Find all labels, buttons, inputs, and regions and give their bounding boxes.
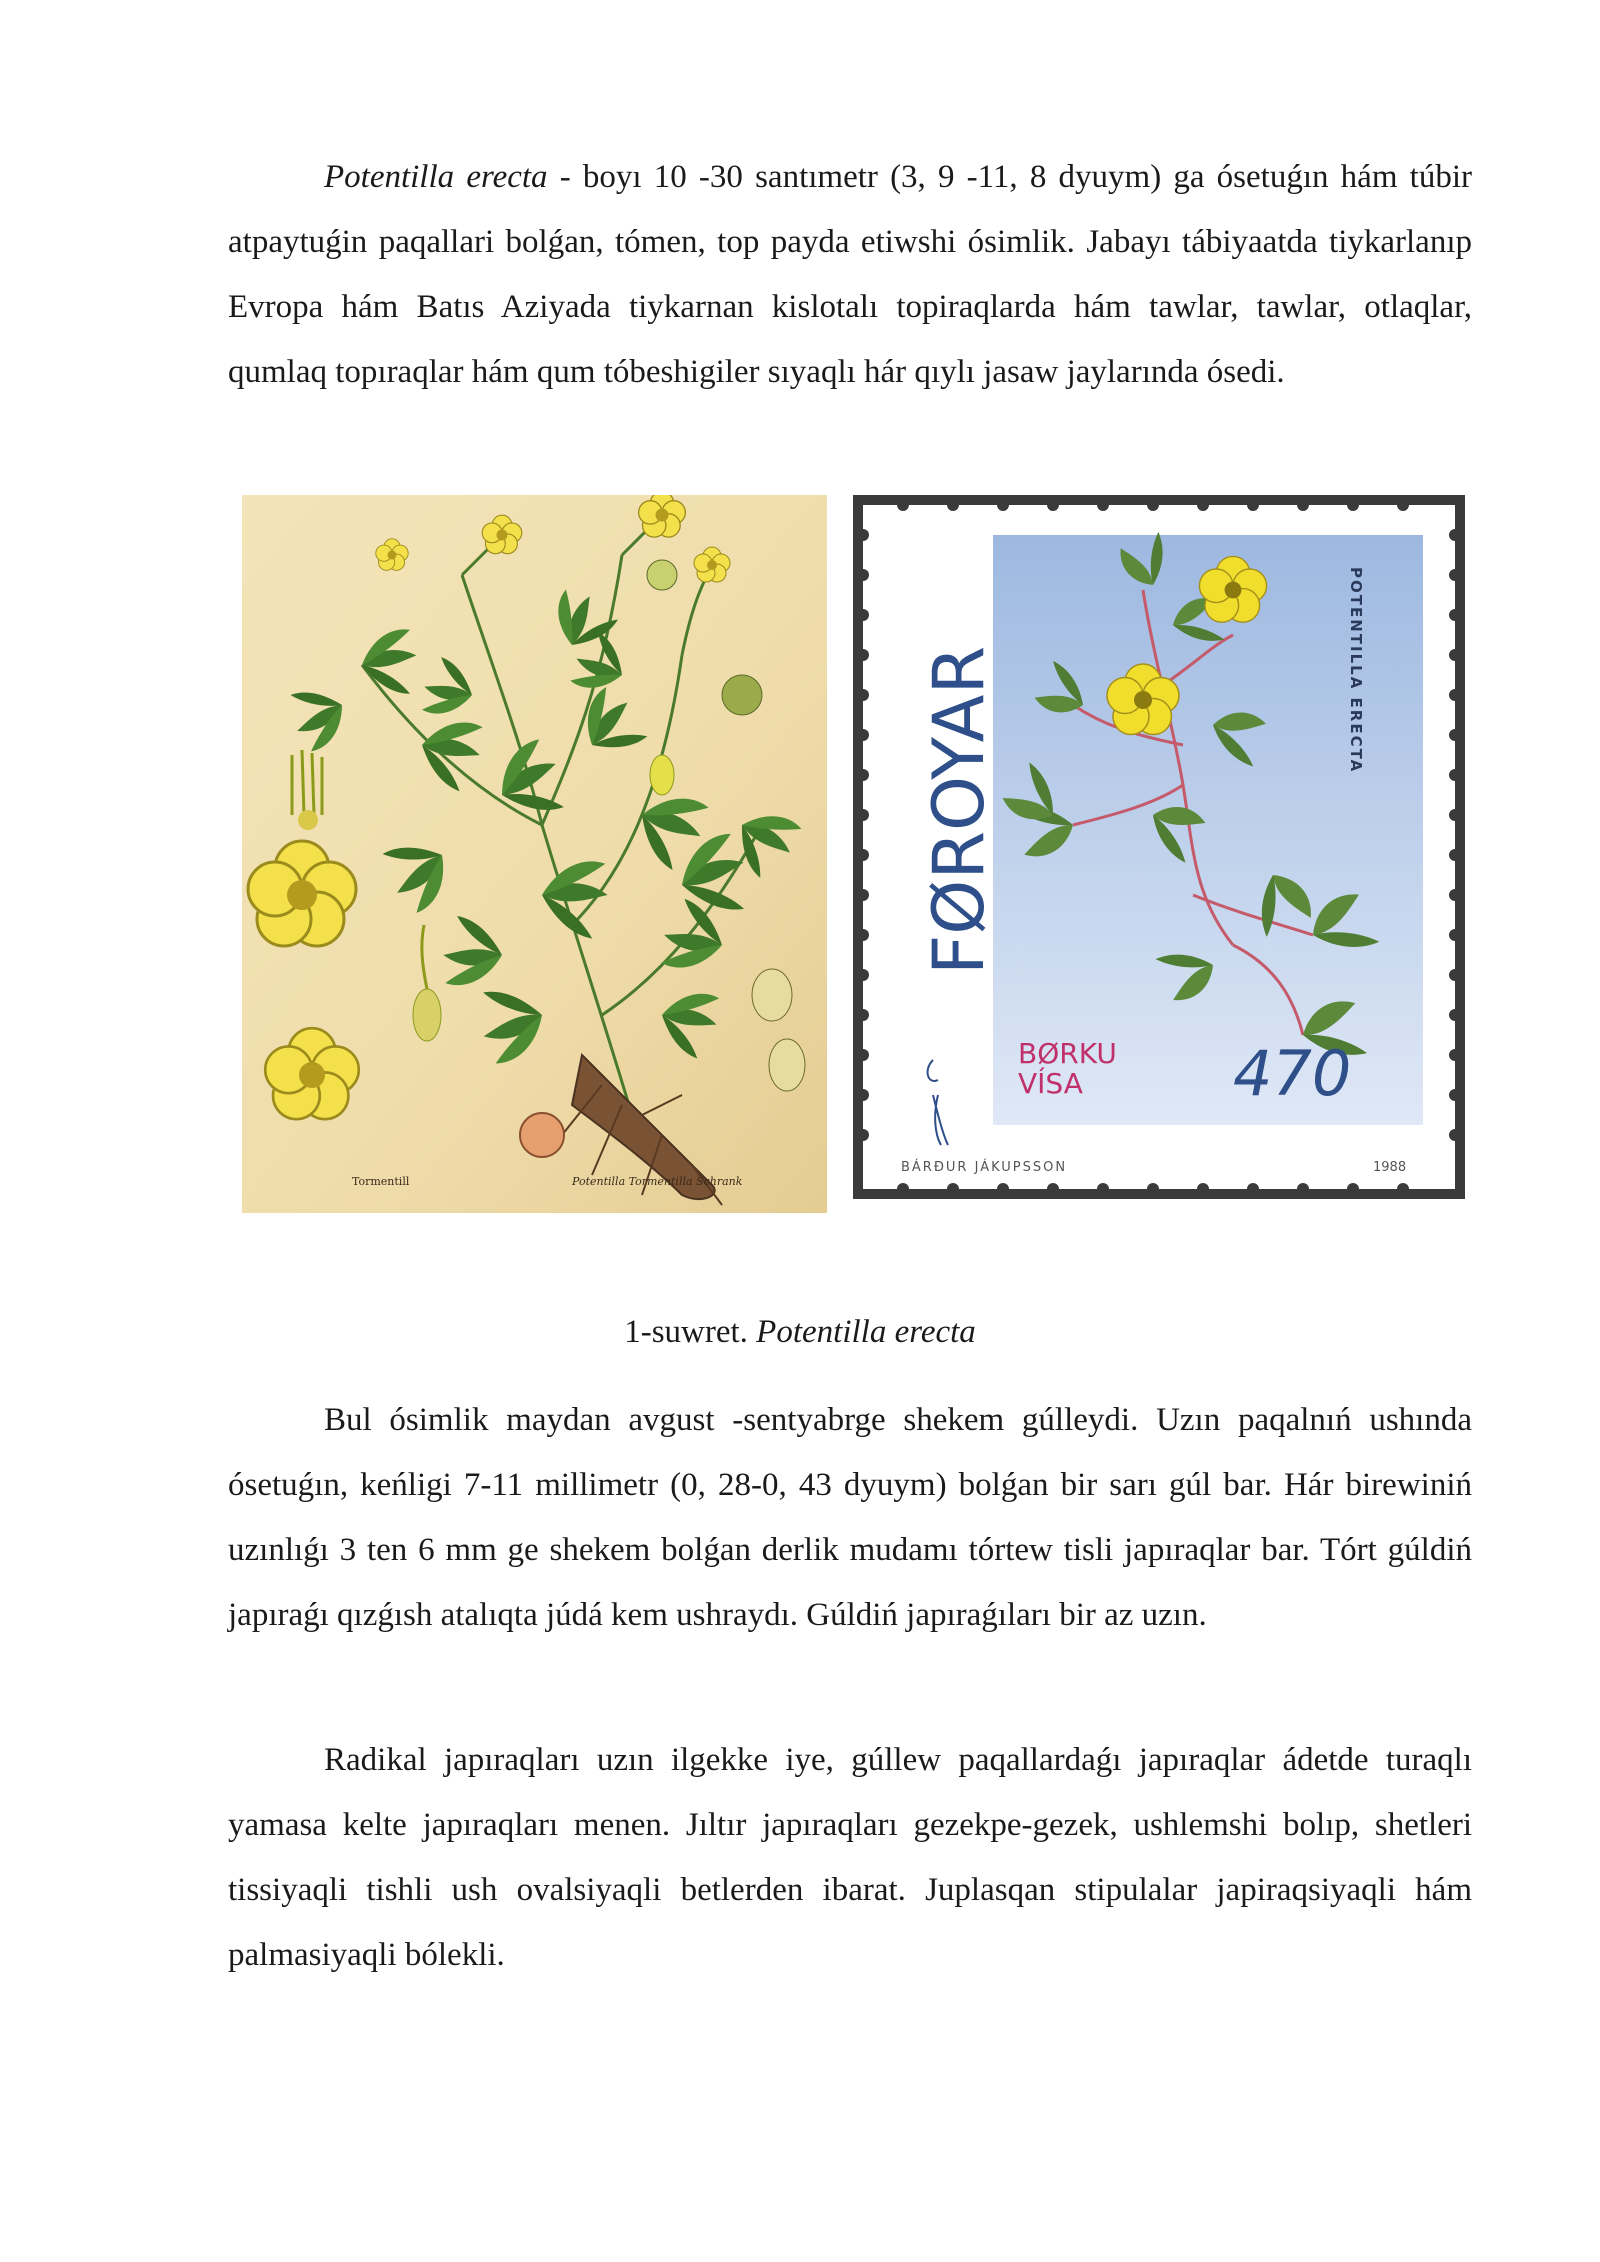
intro-paragraph-text: - boyı 10 -30 santımetr (3, 9 -11, 8 dyuym) ga ósetuǵın hám túbir atpaytuǵin paqallari bolǵan, tómen, top payda etiwshi ósimlik. Jabayı tábiyaatda tiykarlanıp Evropa hám Batıs Aziyada tiykarnan kislotalı topiraqlarda hám tawlar, tawlar, otlaqlar, qumlaq topıraqlar hám qum tóbeshigiler sıyaqlı hár qıylı jasaw jaylarında ósedi. bbox=[228, 159, 1472, 390]
botanical-illustration bbox=[242, 495, 827, 1213]
species-name: Potentilla erecta bbox=[324, 159, 548, 195]
svg-text:Tormentill: Tormentill bbox=[352, 1175, 410, 1188]
figure-caption-prefix: 1-suwret. bbox=[624, 1314, 757, 1350]
stamp-country: FØROYAR bbox=[918, 645, 1000, 975]
stamp-year: 1988 bbox=[1373, 1160, 1407, 1175]
postage-stamp bbox=[853, 495, 1465, 1199]
stamp-artist: BÁRÐUR JÁKUPSSON bbox=[901, 1160, 1068, 1175]
stamp-local-name-1: BØRKU bbox=[1018, 1037, 1117, 1070]
flowering-paragraph: Bul ósimlik maydan avgust -sentyabrge shekem gúlleydi. Uzın paqalnıń ushında ósetuǵın, keńligi 7-11 millimetr (0, 28-0, 43 dyuym) bolǵan bir sarı gúl bar. Hár birewiniń uzınlıǵı 3 ten 6 mm ge shekem bolǵan derlik mudamı tórtew tisli japıraqlar bar. Tórt gúldiń japıraǵı qızǵısh atalıqta júdá kem ushraydı. Gúldiń japıraǵıları bir az uzın. bbox=[228, 1402, 1472, 1633]
svg-text:Potentilla Tormentilla Schrank: Potentilla Tormentilla Schrank bbox=[572, 1175, 743, 1188]
stamp-local-name-2: VÍSA bbox=[1018, 1067, 1083, 1100]
stamp-value: 470 bbox=[1233, 1037, 1352, 1110]
leaves-paragraph: Radikal japıraqları uzın ilgekke iye, gúllew paqallardaǵı japıraqlar ádetde turaqlı yamasa kelte japıraqları menen. Jıltır japıraqları gezekpe-gezek, ushlemshi bolıp, shetleri tissiyaqli tishli ush ovalsiyaqli betlerden ibarat. Juplasqan stipulalar japiraqsiyaqli hám palmasiyaqli bólekli. bbox=[228, 1742, 1472, 1973]
intro-paragraph bbox=[228, 145, 1472, 405]
stamp-species: POTENTILLA ERECTA bbox=[1347, 567, 1365, 774]
figure-caption bbox=[0, 1310, 1600, 1354]
figure-caption-species: Potentilla erecta bbox=[756, 1314, 976, 1350]
